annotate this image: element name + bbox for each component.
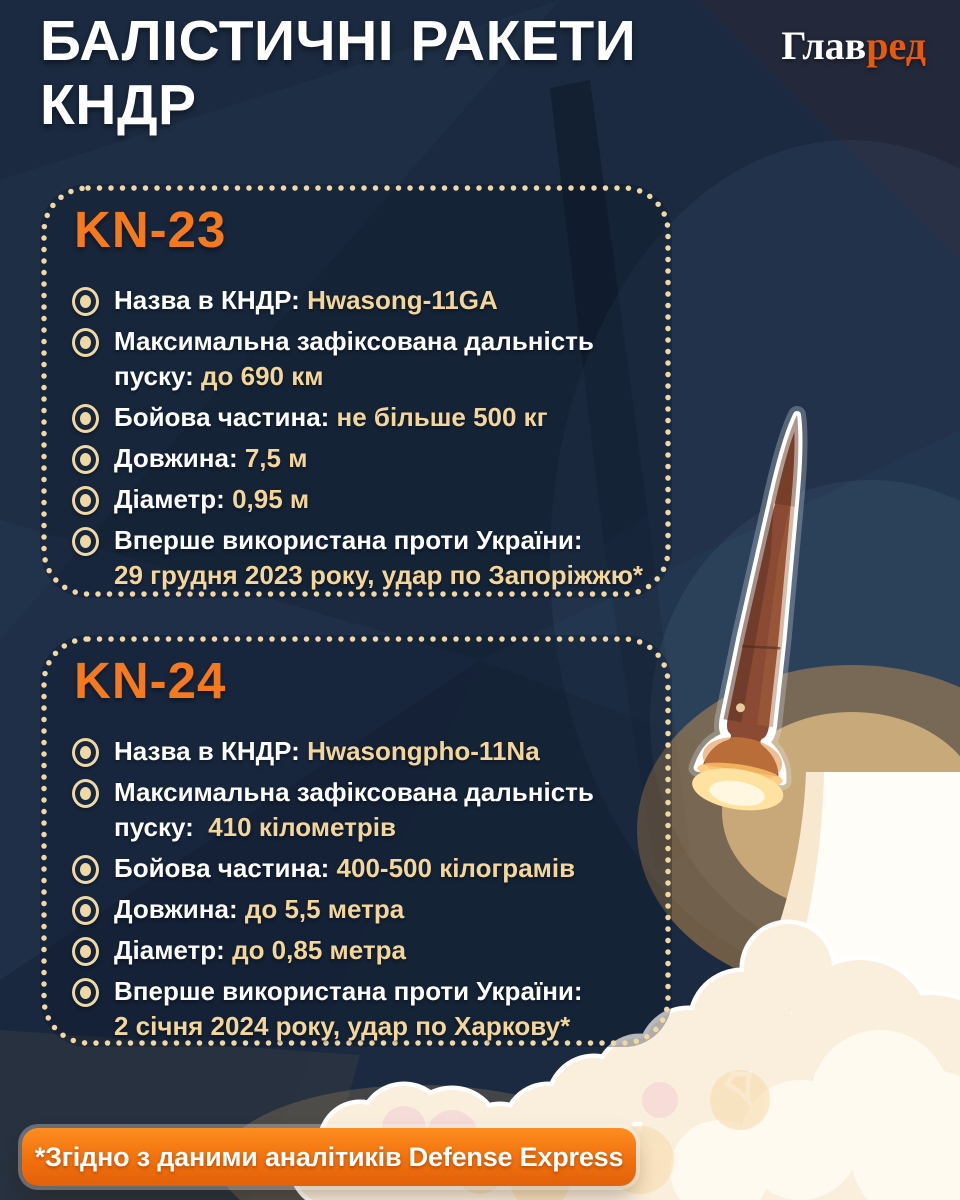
spec-line: пуску: до 690 км [114,361,324,391]
spec-list [72,283,654,593]
ring-dot-bullet-icon [72,328,99,357]
bullet-inner-dot [80,863,91,876]
page-title [40,10,760,138]
ring-dot-bullet-icon [72,855,99,884]
bullet-inner-dot [80,945,91,958]
spec-line: Діаметр: 0,95 м [114,484,310,514]
bullet-inner-dot [80,535,91,548]
ring-dot-bullet-icon [72,527,99,556]
spec-line: Вперше використана проти України: [114,525,583,555]
spec-item [72,734,654,769]
spec-item [72,851,654,886]
spec-item [72,324,654,394]
logo-part-white: Глав [781,23,867,68]
bullet-inner-dot [80,453,91,466]
page-title-line1: БАЛІСТИЧНІ РАКЕТИ [40,9,637,73]
spec-line: Бойова частина: не більше 500 кг [114,402,548,432]
bullet-inner-dot [80,746,91,759]
ring-dot-bullet-icon [72,937,99,966]
spec-item [72,974,654,1044]
spec-item [72,482,654,517]
bullet-inner-dot [80,787,91,800]
spec-item [72,441,654,476]
spec-item [72,400,654,435]
ring-dot-bullet-icon [72,287,99,316]
logo-part-orange: ред [866,23,926,68]
spec-list [72,734,654,1044]
footnote-banner [22,1128,636,1186]
glavred-logo [781,22,926,69]
spec-line: 29 грудня 2023 року, удар по Запоріжжю* [114,560,644,590]
spec-line: Максимальна зафіксована дальність [114,326,594,356]
footnote-text: *Згідно з даними аналітиків Defense Express [34,1141,624,1172]
bullet-inner-dot [80,336,91,349]
spec-line: 2 січня 2024 року, удар по Харкову* [114,1011,571,1041]
spec-item [72,933,654,968]
spec-text [114,283,498,318]
ring-dot-bullet-icon [72,404,99,433]
ring-dot-bullet-icon [72,978,99,1007]
spec-text [114,441,307,476]
bullet-inner-dot [80,904,91,917]
page-title-line2: КНДР [40,72,197,137]
spec-item [72,523,654,593]
spec-text [114,523,643,593]
ring-dot-bullet-icon [72,738,99,767]
spec-line: Довжина: 7,5 м [114,443,308,473]
spec-item [72,892,654,927]
spec-line: Бойова частина: 400-500 кілограмів [114,853,576,883]
spec-line: Довжина: до 5,5 метра [114,894,405,924]
card-kn24 [40,635,672,1047]
spec-item [72,775,654,845]
card-title: KN-24 [74,652,227,709]
ring-dot-bullet-icon [72,486,99,515]
spec-line: Вперше використана проти України: [114,976,583,1006]
spec-line: Назва в КНДР: Hwasongpho-11Na [114,736,540,766]
ring-dot-bullet-icon [72,779,99,808]
bullet-inner-dot [80,295,91,308]
bullet-inner-dot [80,986,91,999]
spec-line: Діаметр: до 0,85 метра [114,935,406,965]
spec-text [114,892,404,927]
spec-text [114,775,594,845]
card-kn23 [40,184,672,598]
ring-dot-bullet-icon [72,896,99,925]
spec-line: Максимальна зафіксована дальність [114,777,594,807]
spec-text [114,400,548,435]
spec-text [114,482,309,517]
spec-line: Назва в КНДР: Hwasong-11GA [114,285,498,315]
bullet-inner-dot [80,494,91,507]
spec-text [114,851,575,886]
spec-item [72,283,654,318]
spec-line: пуску: 410 кілометрів [114,812,396,842]
bullet-inner-dot [80,412,91,425]
spec-text [114,324,594,394]
spec-text [114,933,406,968]
card-title: KN-23 [74,201,227,258]
spec-text [114,974,583,1044]
ring-dot-bullet-icon [72,445,99,474]
spec-text [114,734,540,769]
